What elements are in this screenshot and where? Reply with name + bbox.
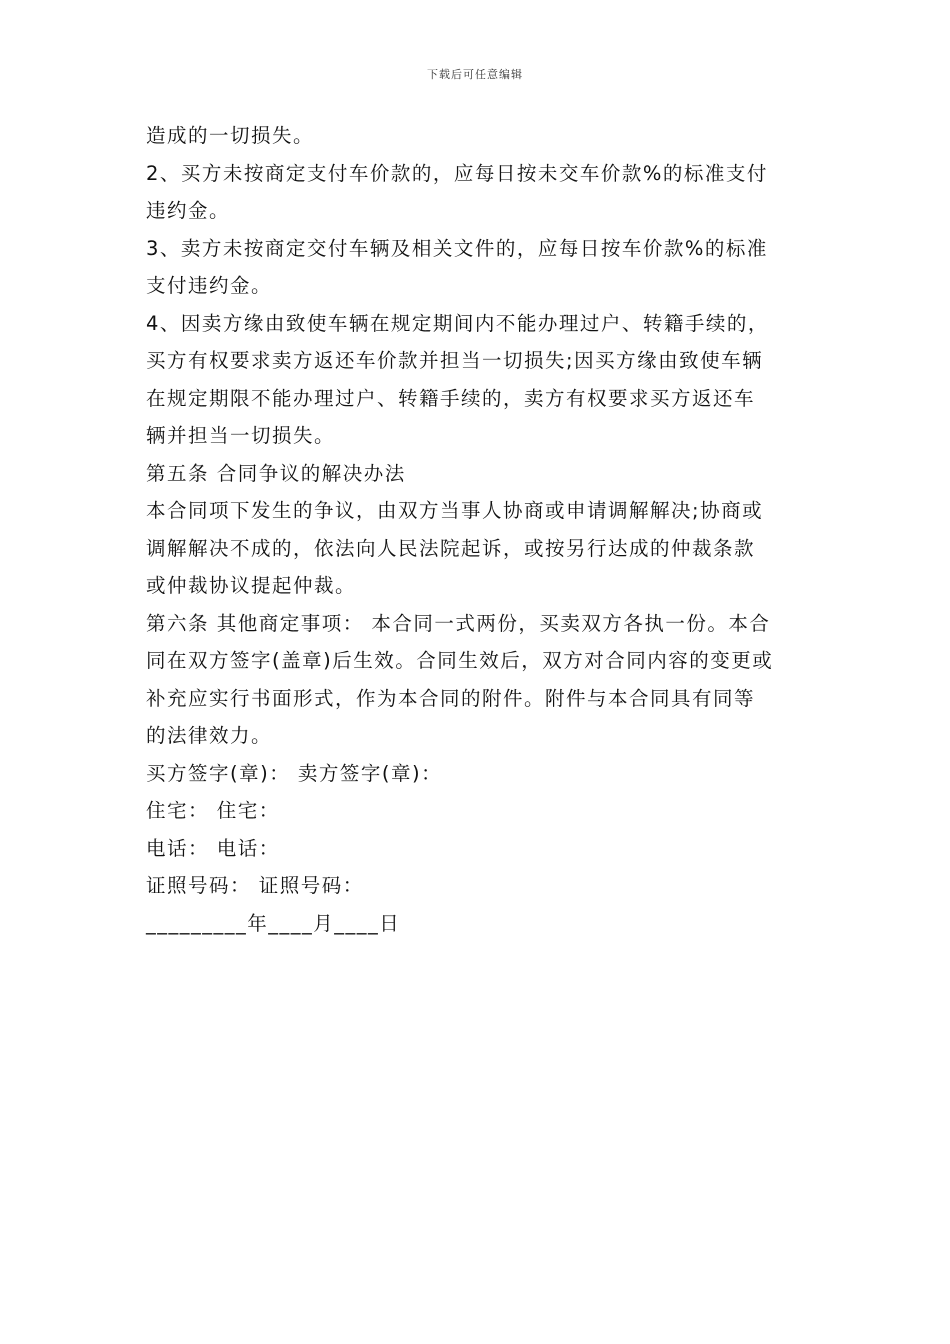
text-line: 的法律效力。: [146, 724, 273, 747]
section-heading: 第五条 合同争议的解决办法: [146, 461, 406, 485]
text-line: 造成的一切损失。: [146, 124, 315, 147]
text-line: 4、因卖方缘由致使车辆在规定期间内不能办理过户、转籍手续的，: [146, 311, 769, 335]
page-header: 下载后可任意编辑: [427, 68, 523, 81]
text-line: 同在双方签字(盖章)后生效。合同生效后，双方对合同内容的变更或: [146, 649, 774, 672]
text-line: 本合同项下发生的争议，由双方当事人协商或申请调解解决;协商或: [146, 499, 764, 522]
date-line: _________年____月____日: [146, 911, 401, 935]
signature-line: 买方签字(章)： 卖方签字(章)：: [146, 761, 443, 785]
text-line: 在规定期限不能办理过户、转籍手续的，卖方有权要求买方返还车: [146, 386, 756, 410]
text-line: 或仲裁协议提起仲裁。: [146, 574, 357, 597]
text-line: 2、买方未按商定支付车价款的，应每日按未交车价款%的标准支付: [146, 161, 768, 185]
text-line: 调解解决不成的，依法向人民法院起诉，或按另行达成的仲裁条款: [146, 536, 756, 560]
text-line: 支付违约金。: [146, 274, 273, 297]
phone-line: 电话： 电话：: [146, 836, 280, 860]
text-line: 3、卖方未按商定交付车辆及相关文件的，应每日按车价款%的标准: [146, 236, 768, 260]
text-line: 违约金。: [146, 199, 231, 222]
text-line: 辆并担当一切损失。: [146, 424, 336, 447]
id-number-line: 证照号码： 证照号码：: [146, 874, 364, 897]
text-line: 买方有权要求卖方返还车价款并担当一切损失;因买方缘由致使车辆: [146, 349, 764, 372]
section-heading: 第六条 其他商定事项： 本合同一式两份，买卖双方各执一份。本合: [146, 611, 771, 635]
text-line: 补充应实行书面形式，作为本合同的附件。附件与本合同具有同等: [146, 686, 756, 710]
address-line: 住宅： 住宅：: [146, 799, 280, 822]
document-body: [146, 117, 811, 942]
